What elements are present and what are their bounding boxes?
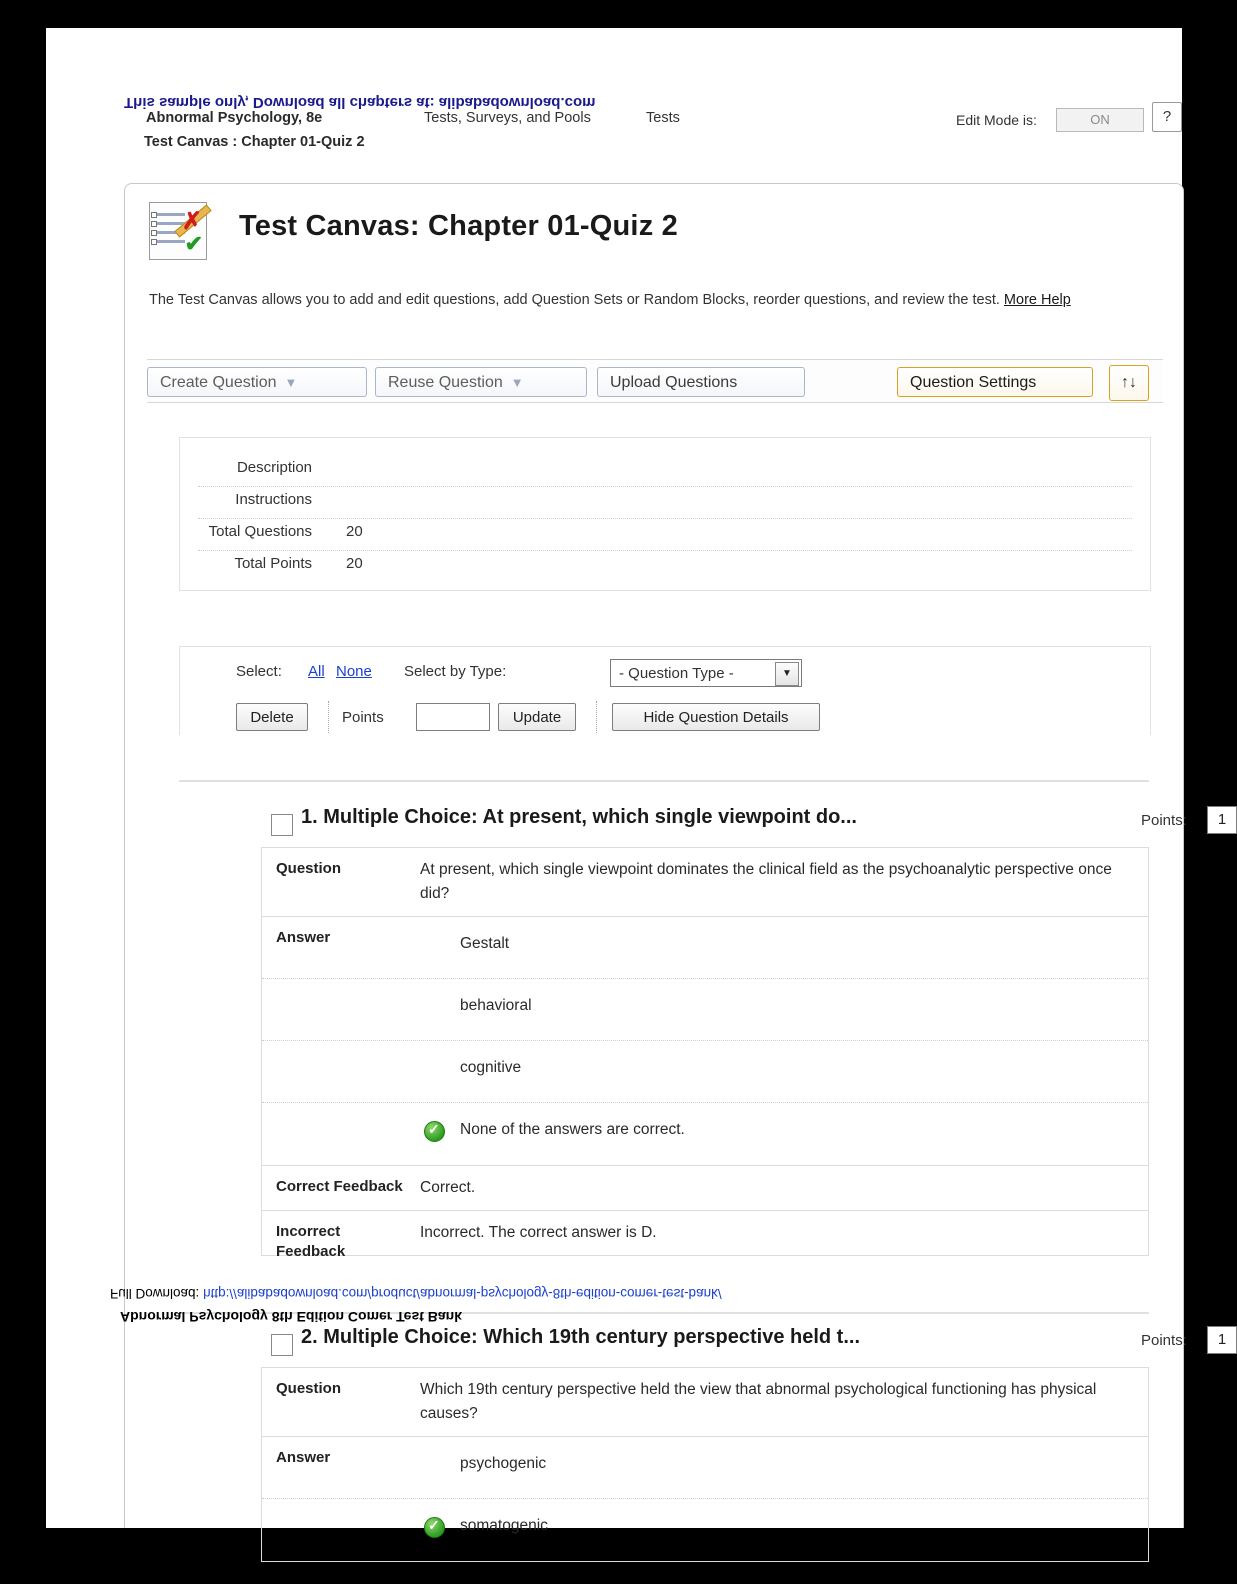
breadcrumb [124,110,1184,136]
question-settings-button[interactable] [897,367,1093,397]
breadcrumb-course[interactable]: Abnormal Psychology, 8e [146,110,323,126]
answer-text: None of the answers are correct. [460,1121,685,1138]
question-header [179,1324,1227,1364]
edit-mode-label: Edit Mode is: [956,112,1037,128]
summary-label: Description [236,459,312,476]
watermark-top: This sample only, Download all chapters at: alibabadownload.com [124,94,596,111]
answer-row-label: Answer [276,929,331,946]
help-icon[interactable]: ? [1152,102,1182,132]
upload-questions-label: Upload Questions [610,374,738,391]
summary-value: 20 [346,555,363,572]
page-title: Test Canvas: Chapter 01-Quiz 2 [239,210,678,242]
question-checkbox[interactable] [271,1334,293,1356]
breadcrumb-section[interactable]: Tests, Surveys, and Pools [424,110,591,126]
question-text: At present, which single viewpoint dominates the clinical field as the psychoanalytic perspective once did? [420,861,1112,902]
select-none-link[interactable]: None [336,663,372,680]
edit-mode-toggle[interactable]: ON [1056,108,1144,132]
points-label: Points: [1141,812,1187,829]
reuse-question-button[interactable] [375,367,587,397]
answer-text: somatogenic [460,1517,548,1534]
question-separator [179,780,1149,782]
points-label: Points: [1141,1332,1187,1349]
watermark-download-prefix: Full Download: [110,1286,200,1301]
question-detail-table [261,1367,1149,1562]
watermark-download-line [110,1286,1190,1301]
summary-label: Total Points [234,555,312,572]
document-page [46,28,1227,1534]
answer-option [262,979,1148,1041]
summary-row [198,454,1132,487]
answer-option [262,1041,1148,1103]
answer-text: behavioral [460,997,532,1014]
divider [596,701,597,733]
test-summary-table [179,437,1151,591]
select-by-type-label: Select by Type: [404,663,507,680]
correct-feedback-row [262,1166,1148,1211]
chevron-down-icon[interactable]: ▼ [775,662,799,686]
question-row-label: Question [276,1380,342,1397]
watermark-book-title: Abnormal Psychology 8th Edition Comer Test Bank [120,1309,463,1325]
page-description [149,288,1149,312]
answer-text: psychogenic [460,1455,547,1472]
answer-option [262,1499,1148,1561]
summary-label: Instructions [235,491,312,508]
chevron-down-icon: ▼ [510,375,524,390]
test-canvas-icon: ✗ ✔ [149,202,207,260]
question-settings-label: Question Settings [910,374,1037,391]
summary-label: Total Questions [208,523,312,540]
summary-row [198,550,1132,582]
question-text-row [262,848,1148,917]
upload-questions-button[interactable] [597,367,805,397]
chevron-down-icon: ▼ [284,375,298,390]
correct-feedback-text: Correct. [420,1179,476,1196]
create-question-button[interactable] [147,367,367,397]
question-type-select[interactable] [610,659,802,687]
question-header [179,804,1227,844]
answers-row [262,1437,1148,1562]
test-canvas-card [124,183,1227,1534]
action-toolbar [147,359,1163,403]
summary-row [198,518,1132,551]
incorrect-feedback-row [262,1211,1148,1260]
answers-row [262,917,1148,1166]
incorrect-feedback-label: Incorrect Feedback [276,1223,346,1260]
question-checkbox[interactable] [271,814,293,836]
correct-answer-icon [424,1121,445,1142]
answer-option [262,1103,1148,1165]
answer-text: Gestalt [460,935,510,952]
points-value[interactable]: 1 [1207,806,1237,834]
summary-value: 20 [346,523,363,540]
create-question-label: Create Question [160,374,277,391]
reuse-question-label: Reuse Question [388,374,503,391]
delete-button[interactable]: Delete [236,703,308,731]
correct-feedback-label: Correct Feedback [276,1178,403,1195]
question-title[interactable]: 2. Multiple Choice: Which 19th century perspective held t... [301,1326,860,1348]
update-button[interactable]: Update [498,703,576,731]
breadcrumb-page: Test Canvas : Chapter 01-Quiz 2 [144,134,365,150]
points-input[interactable] [416,703,490,731]
bulk-action-bar [179,646,1151,735]
divider [328,701,329,733]
answer-text: cognitive [460,1059,522,1076]
answer-option [262,1437,1148,1499]
answer-row-label: Answer [276,1449,331,1466]
select-label: Select: [236,663,282,680]
incorrect-feedback-text: Incorrect. The correct answer is D. [420,1224,657,1241]
summary-row [198,486,1132,519]
points-value[interactable]: 1 [1207,1326,1237,1354]
hide-question-details-button[interactable]: Hide Question Details [612,703,820,731]
title-row [149,202,1149,268]
watermark-download-link[interactable]: http://alibabadownload.com/product/abnormal-psychology-8th-edition-comer-test-bank/ [203,1286,722,1301]
question-title[interactable]: 1. Multiple Choice: At present, which single viewpoint do... [301,806,857,828]
select-all-link[interactable]: All [308,663,325,680]
points-label: Points [342,709,384,726]
question-text-row [262,1368,1148,1437]
correct-answer-icon [424,1517,445,1538]
breadcrumb-area[interactable]: Tests [646,110,680,126]
question-row-label: Question [276,860,342,877]
more-help-link[interactable]: More Help [1003,292,1071,308]
question-type-value: - Question Type - [619,665,734,682]
question-text: Which 19th century perspective held the view that abnormal psychological functioning has physical causes? [420,1381,1097,1422]
question-detail-table [261,847,1149,1260]
answer-option [262,917,1148,979]
reorder-icon[interactable]: ↑↓ [1109,365,1149,401]
page-description-text: The Test Canvas allows you to add and edit questions, add Question Sets or Random Blocks, reorder questions, and review the test. [149,292,1000,308]
